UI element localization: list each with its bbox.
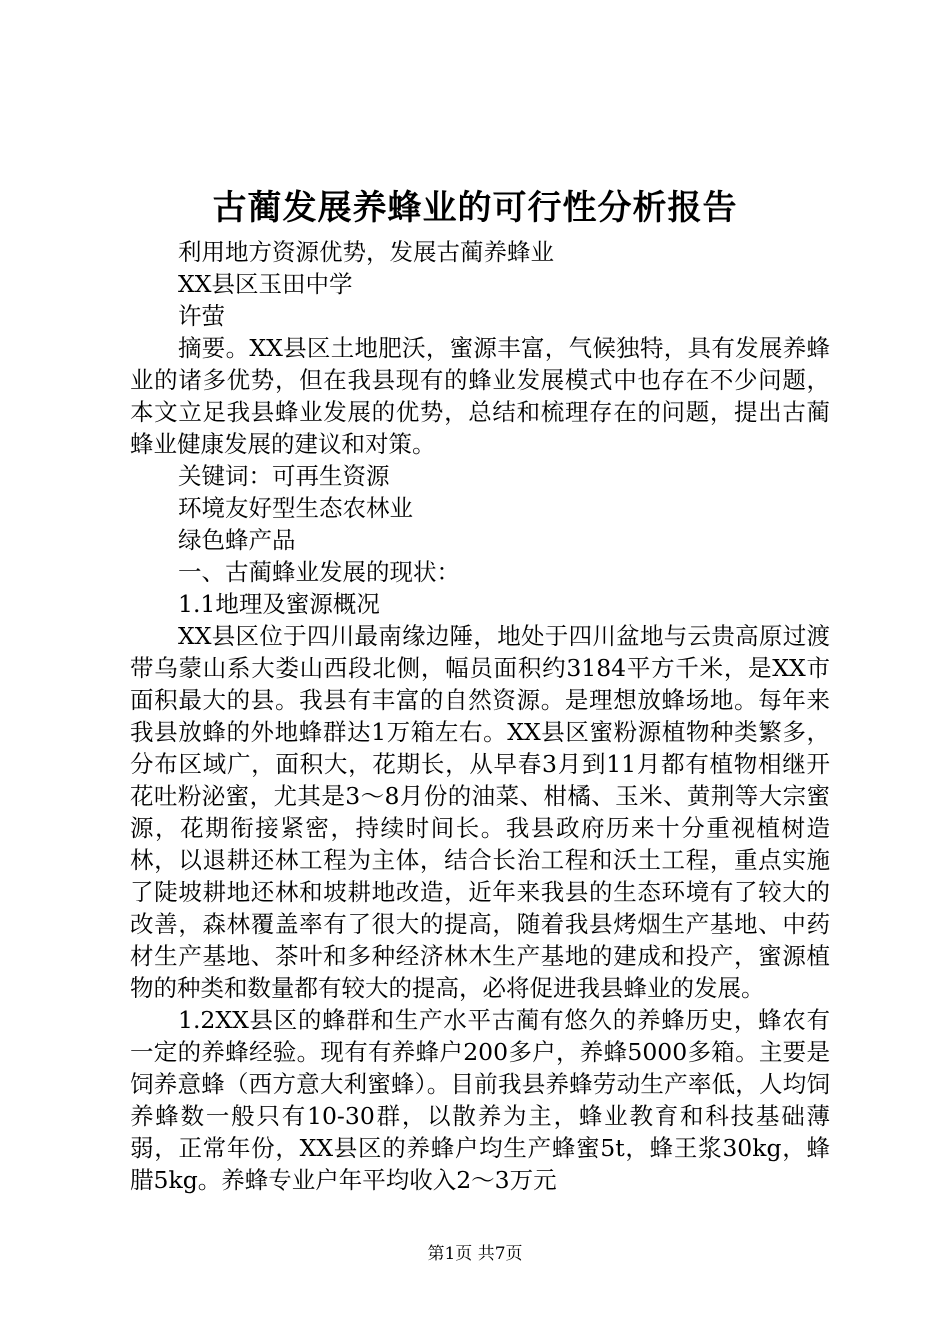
section-heading-1: 一、古蔺蜂业发展的现状： — [178, 558, 460, 586]
document-title: 古蔺发展养蜂业的可行性分析报告 — [212, 188, 738, 228]
paragraph-bee-colonies: 1.2XX县区的蜂群和生产水平古蔺有悠久的养蜂历史，蜂农有一定的养蜂经验。现有有养蜂户200多户，养蜂5000多箱。主要是饲养意蜂（西方意大利蜜蜂）。目前我县养蜂劳动生产率低，人均饲养蜂数一般只有10-30群，以散养为主，蜂业教育和科技基础薄弱，正常年份，XX县区的养蜂户均生产蜂蜜5t，蜂王浆30kg，蜂腊5kg。养蜂专业户年平均收入2～3万元 — [130, 1006, 830, 1194]
paragraph-abstract: 摘要。XX县区土地肥沃，蜜源丰富，气候独特，具有发展养蜂业的诸多优势，但在我县现有的蜂业发展模式中也存在不少问题，本文立足我县蜂业发展的优势，总结和梳理存在的问题，提出古蔺蜂业健康发展的建议和对策。 — [130, 334, 830, 458]
paragraph-keywords: 关键词：可再生资源 — [178, 462, 390, 490]
document-body — [130, 236, 830, 1196]
page-footer: 第1页 共7页 — [427, 1244, 523, 1264]
paragraph-geography: XX县区位于四川最南缘边陲，地处于四川盆地与云贵高原过渡带乌蒙山系大娄山西段北侧，幅员面积约3184平方千米，是XX市面积最大的县。我县有丰富的自然资源。是理想放蜂场地。每年来我县放蜂的外地蜂群达1万箱左右。XX县区蜜粉源植物种类繁多，分布区域广，面积大，花期长，从早春3月到11月都有植物相继开花吐粉泌蜜，尤其是3～8月份的油菜、柑橘、玉米、黄荆等大宗蜜源，花期衔接紧密，持续时间长。我县政府历来十分重视植树造林，以退耕还林工程为主体，结合长治工程和沃土工程，重点实施了陡坡耕地还林和坡耕地改造，近年来我县的生态环境有了较大的改善，森林覆盖率有了很大的提高，随着我县烤烟生产基地、中药材生产基地、茶叶和多种经济林木生产基地的建成和投产，蜜源植物的种类和数量都有较大的提高，必将促进我县蜂业的发展。 — [130, 622, 830, 1002]
paragraph-keyword-3: 绿色蜂产品 — [178, 526, 296, 554]
paragraph-author: 许萤 — [178, 302, 225, 330]
paragraph-school: XX县区玉田中学 — [178, 270, 353, 298]
subsection-heading-1-1: 1.1地理及蜜源概况 — [178, 590, 380, 618]
paragraph-keyword-2: 环境友好型生态农林业 — [178, 494, 413, 522]
paragraph-subtitle: 利用地方资源优势，发展古蔺养蜂业 — [178, 238, 554, 266]
